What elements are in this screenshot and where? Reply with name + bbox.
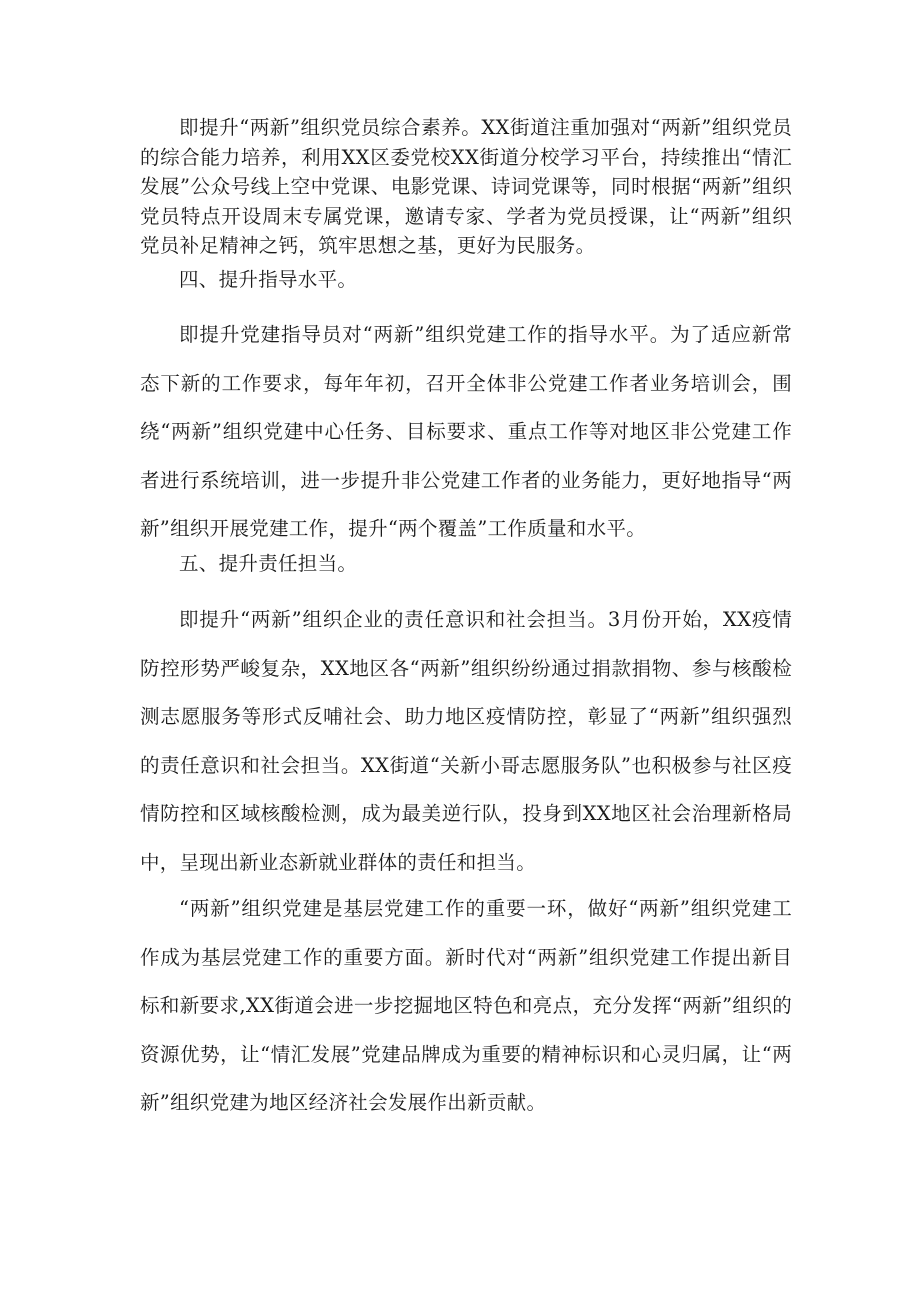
paragraph-member-quality: 即提升“两新”组织党员综合素养。XX街道注重加强对“两新”组织党员的综合能力培养，利用XX区委党校XX街道分校学习平台，持续推出“情汇发展”公众号线上空中党课、电影党课、诗词党课等，同时根据“两新”组织党员特点开设周末专属党课，邀请专家、学者为党员授课，让“两新”组织党员补足精神之钙，筑牢思想之基，更好为民服务。 xyxy=(140,116,792,257)
paragraph-guidance: 即提升党建指导员对“两新”组织党建工作的指导水平。为了适应新常态下新的工作要求，每年年初，召开全体非公党建工作者业务培训会，围绕“两新”组织党建中心任务、目标要求、重点工作等对地区非公党建工作者进行系统培训，进一步提升非公党建工作者的业务能力，更好地指导“两新”组织开展党建工作，提升“两个覆盖”工作质量和水平。 xyxy=(140,323,792,540)
paragraph-responsibility: 即提升“两新”组织企业的责任意识和社会担当。3月份开始，XX疫情防控形势严峻复杂，XX地区各“两新”组织纷纷通过捐款捐物、参与核酸检测志愿服务等形式反哺社会、助力地区疫情防控，彰显了“两新”组织强烈的责任意识和社会担当。XX街道“关新小哥志愿服务队”也积极参与社区疫情防控和区域核酸检测，成为最美逆行队，投身到XX地区社会治理新格局中，呈现出新业态新就业群体的责任和担当。 xyxy=(140,608,792,874)
section-heading-guidance: 四、提升指导水平。 xyxy=(179,268,358,291)
section-heading-responsibility: 五、提升责任担当。 xyxy=(179,552,358,575)
paragraph-conclusion: “两新”组织党建是基层党建工作的重要一环，做好“两新”组织党建工作成为基层党建工作的重要方面。新时代对“两新”组织党建工作提出新目标和新要求,XX街道会进一步挖掘地区特色和亮点，充分发挥“两新”组织的资源优势，让“情汇发展”党建品牌成为重要的精神标识和心灵归属，让“两新”组织党建为地区经济社会发展作出新贡献。 xyxy=(140,897,792,1114)
